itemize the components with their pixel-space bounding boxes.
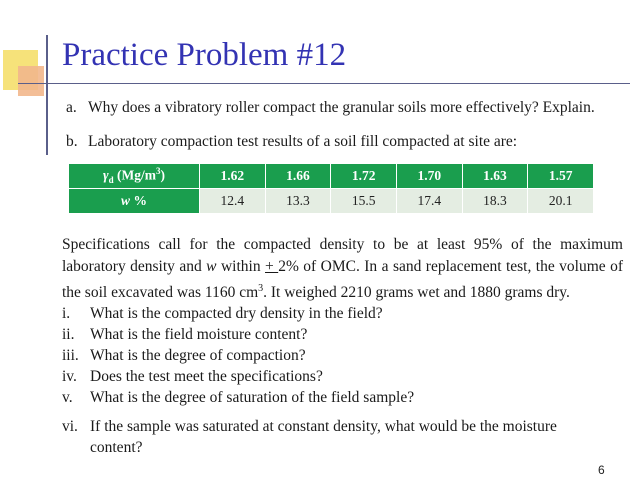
question-b-text: Laboratory compaction test results of a soil fill compacted at site are: (88, 133, 518, 150)
table-cell: 13.3 (265, 189, 331, 214)
table-row-dry-density (69, 164, 594, 189)
decor-orange-square (18, 66, 44, 96)
list-item: iii. What is the degree of compaction? (62, 347, 306, 364)
table-cell: 1.57 (528, 164, 594, 189)
question-list (62, 303, 602, 458)
decor-vertical-line (46, 35, 48, 155)
table-header-dry-density: $\gamma_d$ $(Mg/m^3)$ (69, 164, 200, 189)
table-cell: 1.62 (200, 164, 266, 189)
question-a-text: Why does a vibratory roller compact the granular soils more effectively? Explain. (88, 99, 595, 116)
title-underline (18, 83, 630, 84)
question-a (66, 99, 595, 117)
table-cell: 1.72 (331, 164, 397, 189)
question-b-label: b. (66, 133, 78, 150)
table-cell: 18.3 (462, 189, 528, 214)
list-item: iv. Does the test meet the specifications? (62, 368, 323, 385)
specification-paragraph: Specifications call for the compacted density to be at least 95% of the maximum laboratory density and w within + 2% of OMC. In a sand replacement test, the volume of the soil excavated was 1160 $cm^3$. It weighed 2210 grams wet and 1880 grams dry. (62, 236, 624, 302)
list-item: v. What is the degree of saturation of the field sample? (62, 389, 415, 406)
table-row-moisture (69, 189, 594, 214)
table-cell: 12.4 (200, 189, 266, 214)
list-item: vi. If the sample was saturated at constant density, what would be the moisture content? (62, 418, 557, 456)
list-item: i. What is the compacted dry density in the field? (62, 305, 383, 322)
table-cell: 15.5 (331, 189, 397, 214)
table-cell: 20.1 (528, 189, 594, 214)
table-header-moisture: w % (69, 189, 200, 214)
list-item: ii. What is the field moisture content? (62, 326, 308, 343)
table-cell: 1.70 (396, 164, 462, 189)
table-cell: 1.63 (462, 164, 528, 189)
slide-title: Practice Problem #12 (62, 37, 347, 73)
table-cell: 1.66 (265, 164, 331, 189)
question-a-label: a. (66, 99, 77, 116)
page-number: 6 (598, 463, 605, 477)
question-b (66, 133, 517, 151)
compaction-table (68, 163, 594, 214)
table-cell: 17.4 (396, 189, 462, 214)
